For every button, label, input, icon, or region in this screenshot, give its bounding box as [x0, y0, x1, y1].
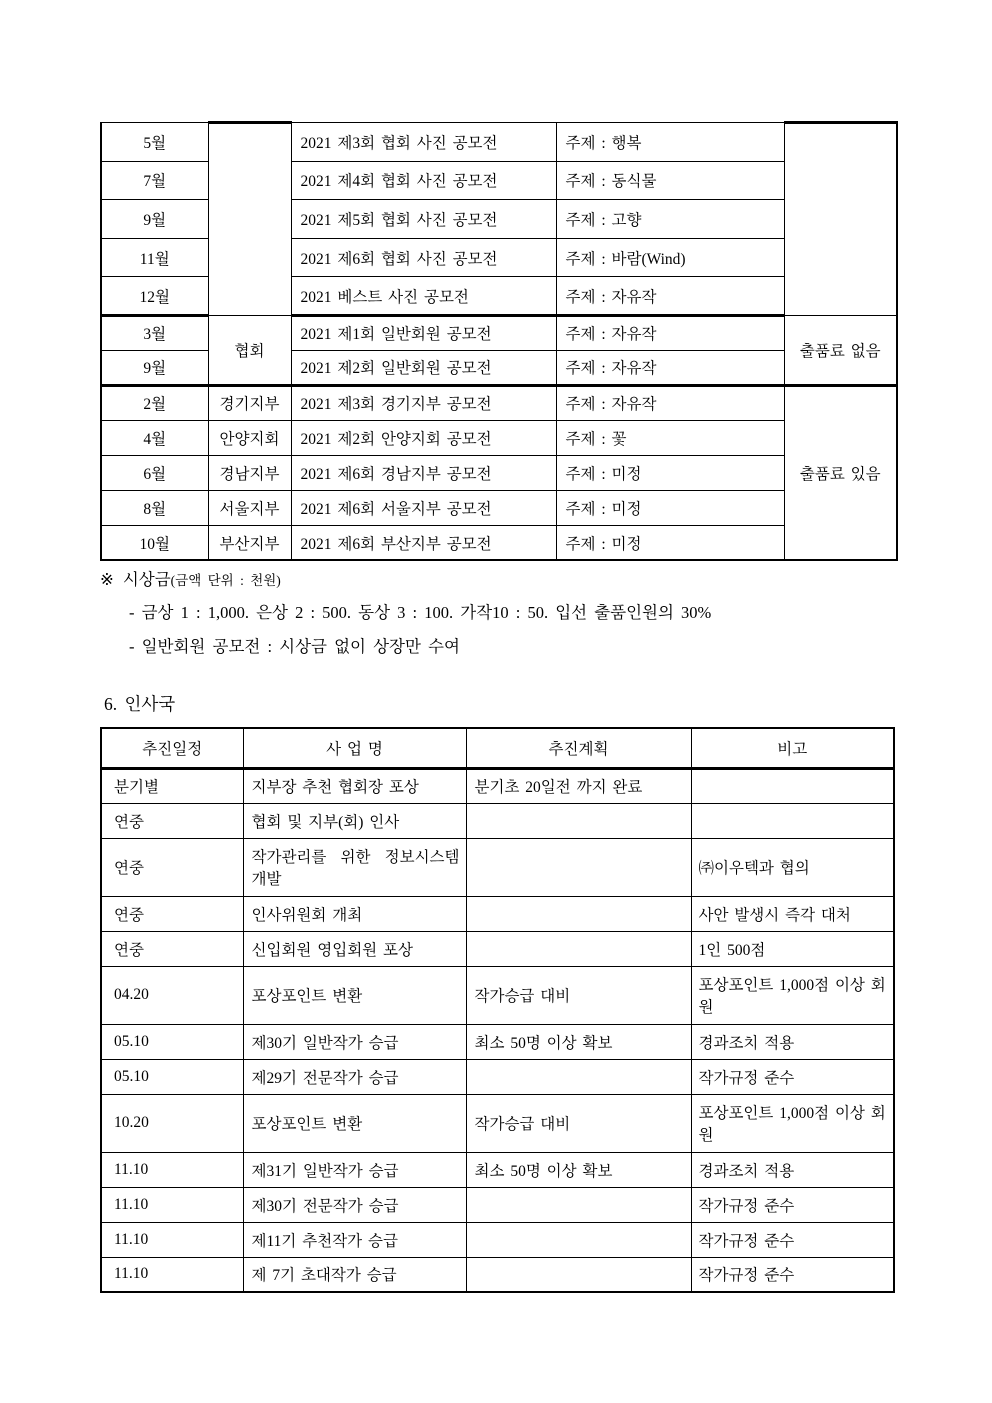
event-cell: 2021 제4회 협회 사진 공모전 — [291, 161, 556, 200]
plan-cell: 작가승급 대비 — [466, 1094, 691, 1152]
schedule-cell: 연중 — [101, 896, 243, 931]
theme-cell: 주제 : 고향 — [556, 200, 784, 239]
month-cell: 12월 — [101, 277, 208, 316]
note-cell — [691, 803, 894, 838]
plan-cell — [466, 1222, 691, 1257]
project-cell: 제30기 전문작가 승급 — [243, 1187, 466, 1222]
event-cell: 2021 제1회 일반회원 공모전 — [291, 315, 556, 350]
table-row — [101, 385, 897, 420]
plan-cell: 분기초 20일전 까지 완료 — [466, 768, 691, 803]
schedule-cell: 05.10 — [101, 1024, 243, 1059]
schedule-cell: 11.10 — [101, 1152, 243, 1187]
prize-note-line: - 일반회원 공모전 : 시상금 없이 상장만 수여 — [129, 637, 460, 656]
hr-department-table — [100, 727, 895, 1293]
plan-cell: 최소 50명 이상 확보 — [466, 1152, 691, 1187]
plan-cell — [466, 1187, 691, 1222]
schedule-cell: 분기별 — [101, 768, 243, 803]
month-cell: 7월 — [101, 161, 208, 200]
column-header: 비고 — [691, 728, 894, 768]
note-cell: ㈜이우텍과 협의 — [691, 838, 894, 896]
org-cell: 안양지회 — [208, 420, 291, 455]
note-cell: 작가규정 준수 — [691, 1222, 894, 1257]
table-row — [101, 966, 894, 1024]
theme-cell: 주제 : 미정 — [556, 490, 784, 525]
header-row — [101, 728, 894, 768]
table-row — [101, 315, 897, 350]
project-cell: 제 7기 초대작가 승급 — [243, 1257, 466, 1292]
table-row — [101, 1152, 894, 1187]
schedule-cell: 11.10 — [101, 1222, 243, 1257]
table-row — [101, 1059, 894, 1094]
fee-cell: 출품료 없음 — [784, 315, 897, 385]
table-row — [101, 525, 897, 560]
table-row — [101, 803, 894, 838]
note-cell: 작가규정 준수 — [691, 1257, 894, 1292]
event-cell: 2021 제6회 경남지부 공모전 — [291, 455, 556, 490]
org-cell: 부산지부 — [208, 525, 291, 560]
plan-cell — [466, 1257, 691, 1292]
project-cell: 제11기 추천작가 승급 — [243, 1222, 466, 1257]
project-cell: 신입회원 영입회원 포상 — [243, 931, 466, 966]
note-cell: 사안 발생시 즉각 대처 — [691, 896, 894, 931]
table-row — [101, 123, 897, 162]
fee-cell — [784, 123, 897, 316]
project-cell: 포상포인트 변환 — [243, 966, 466, 1024]
note-cell: 경과조치 적용 — [691, 1152, 894, 1187]
theme-cell: 주제 : 미정 — [556, 455, 784, 490]
theme-cell: 주제 : 동식물 — [556, 161, 784, 200]
month-cell: 4월 — [101, 420, 208, 455]
table-row — [101, 931, 894, 966]
schedule-cell: 10.20 — [101, 1094, 243, 1152]
org-cell: 경기지부 — [208, 385, 291, 420]
org-cell: 서울지부 — [208, 490, 291, 525]
project-cell: 협회 및 지부(회) 인사 — [243, 803, 466, 838]
table-row — [101, 1257, 894, 1292]
column-header: 추진계획 — [466, 728, 691, 768]
event-cell: 2021 제5회 협회 사진 공모전 — [291, 200, 556, 239]
event-cell: 2021 제6회 협회 사진 공모전 — [291, 238, 556, 277]
table-row — [101, 1024, 894, 1059]
month-cell: 2월 — [101, 385, 208, 420]
theme-cell: 주제 : 미정 — [556, 525, 784, 560]
prize-note-title-text: 시상금 — [122, 570, 171, 589]
org-cell: 경남지부 — [208, 455, 291, 490]
project-cell: 작가관리를 위한 정보시스템 개발 — [243, 838, 466, 896]
month-cell: 10월 — [101, 525, 208, 560]
table-row — [101, 420, 897, 455]
schedule-cell: 연중 — [101, 838, 243, 896]
plan-cell — [466, 931, 691, 966]
event-cell: 2021 제3회 경기지부 공모전 — [291, 385, 556, 420]
theme-cell: 주제 : 자유작 — [556, 315, 784, 350]
contest-schedule-table — [100, 121, 898, 561]
month-cell: 3월 — [101, 315, 208, 350]
theme-cell: 주제 : 자유작 — [556, 350, 784, 385]
note-cell: 1인 500점 — [691, 931, 894, 966]
theme-cell: 주제 : 자유작 — [556, 277, 784, 316]
note-cell: 포상포인트 1,000점 이상 회원 — [691, 1094, 894, 1152]
theme-cell: 주제 : 꽃 — [556, 420, 784, 455]
prize-note-line: - 금상 1 : 1,000. 은상 2 : 500. 동상 3 : 100. 가작10 : 50. 입선 출품인원의 30% — [129, 603, 712, 622]
note-cell: 경과조치 적용 — [691, 1024, 894, 1059]
theme-cell: 주제 : 행복 — [556, 123, 784, 162]
table-row — [101, 1187, 894, 1222]
table-row — [101, 455, 897, 490]
table-row — [101, 838, 894, 896]
table-row — [101, 768, 894, 803]
plan-cell: 최소 50명 이상 확보 — [466, 1024, 691, 1059]
plan-cell — [466, 803, 691, 838]
reference-mark: ※ — [100, 570, 114, 589]
project-cell: 제31기 일반작가 승급 — [243, 1152, 466, 1187]
schedule-cell: 05.10 — [101, 1059, 243, 1094]
project-cell: 제29기 전문작가 승급 — [243, 1059, 466, 1094]
plan-cell — [466, 838, 691, 896]
schedule-cell: 연중 — [101, 931, 243, 966]
table-row — [101, 896, 894, 931]
org-cell — [208, 123, 291, 316]
plan-cell — [466, 1059, 691, 1094]
month-cell: 5월 — [101, 123, 208, 162]
org-cell: 협회 — [208, 315, 291, 385]
month-cell: 6월 — [101, 455, 208, 490]
month-cell: 9월 — [101, 350, 208, 385]
column-header: 사 업 명 — [243, 728, 466, 768]
event-cell: 2021 제2회 안양지회 공모전 — [291, 420, 556, 455]
schedule-cell: 04.20 — [101, 966, 243, 1024]
event-cell: 2021 베스트 사진 공모전 — [291, 277, 556, 316]
note-cell: 작가규정 준수 — [691, 1187, 894, 1222]
schedule-cell: 연중 — [101, 803, 243, 838]
fee-cell: 출품료 있음 — [784, 385, 897, 560]
note-cell: 작가규정 준수 — [691, 1059, 894, 1094]
theme-cell: 주제 : 자유작 — [556, 385, 784, 420]
prize-note-title — [100, 566, 281, 590]
table-row — [101, 1094, 894, 1152]
project-cell: 지부장 추천 협회장 포상 — [243, 768, 466, 803]
plan-cell — [466, 896, 691, 931]
month-cell: 11월 — [101, 238, 208, 277]
event-cell: 2021 제6회 부산지부 공모전 — [291, 525, 556, 560]
plan-cell: 작가승급 대비 — [466, 966, 691, 1024]
schedule-cell: 11.10 — [101, 1187, 243, 1222]
project-cell: 인사위원회 개최 — [243, 896, 466, 931]
table-row — [101, 490, 897, 525]
section-heading: 6. 인사국 — [104, 694, 176, 714]
event-cell: 2021 제6회 서울지부 공모전 — [291, 490, 556, 525]
column-header: 추진일정 — [101, 728, 243, 768]
month-cell: 8월 — [101, 490, 208, 525]
month-cell: 9월 — [101, 200, 208, 239]
project-cell: 제30기 일반작가 승급 — [243, 1024, 466, 1059]
schedule-cell: 11.10 — [101, 1257, 243, 1292]
note-cell — [691, 768, 894, 803]
event-cell: 2021 제3회 협회 사진 공모전 — [291, 123, 556, 162]
theme-cell: 주제 : 바람(Wind) — [556, 238, 784, 277]
note-cell: 포상포인트 1,000점 이상 회원 — [691, 966, 894, 1024]
event-cell: 2021 제2회 일반회원 공모전 — [291, 350, 556, 385]
project-cell: 포상포인트 변환 — [243, 1094, 466, 1152]
table-row — [101, 1222, 894, 1257]
prize-note-unit: (금액 단위 : 천원) — [170, 573, 281, 588]
